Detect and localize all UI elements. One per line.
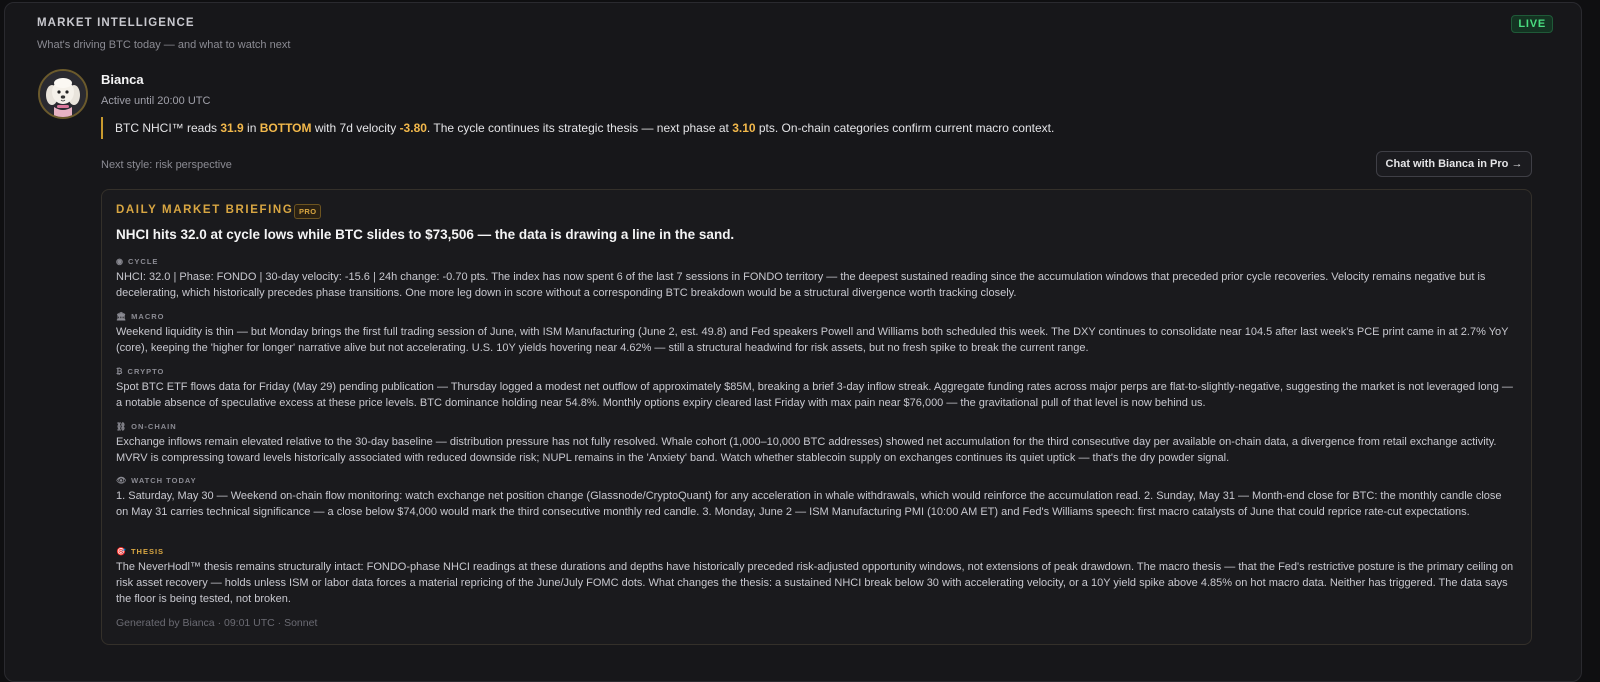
market-intelligence-panel (4, 2, 1582, 682)
bitcoin-icon: ₿ (116, 367, 124, 376)
section-text-thesis: The NeverHodl™ thesis remains structurally intact: FONDO-phase NHCI readings at these durations and depths have historically preceded risk-adjusted opportunity windows, not extensions of peak drawdown. The macro thesis — that the Fed's restrictive posture is the primary ceiling on risk asset recovery — holds unless ISM or labor data forces a material repricing of the June/July FOMC dots. What changes the thesis: a sustained NHCI break below 30 with accelerating velocity, or a 10Y yield spike above 4.85% on hot macro data. Neither has triggered. The data says the floor is being tested, not broken. (116, 561, 1514, 605)
velocity-value: -3.80 (399, 121, 427, 135)
section-text-macro: Weekend liquidity is thin — but Monday brings the first full trading session of June, with ISM Manufacturing (June 2, est. 49.8) and Fed speakers Powell and Williams both scheduled this week. The DXY continues to consolidate near 104.5 after last week's PCE print came in at 2.7% YoY (core), keeping the 'higher for longer' narrative alive but not accelerating. U.S. 10Y yields hovering near 4.62% — still a structural headwind for risk assets, but no fresh spike to break the current range. (116, 326, 1509, 354)
next-phase-value: 3.10 (732, 121, 756, 135)
bank-icon: 🏛 (116, 312, 128, 321)
nhci-score: 31.9 (220, 121, 244, 135)
agent-name: Bianca (101, 72, 144, 87)
daily-briefing-card (101, 189, 1532, 645)
quote-text: in (243, 121, 260, 135)
briefing-footer: Generated by Bianca · 09:01 UTC · Sonnet (116, 617, 318, 629)
section-label-cycle (116, 257, 158, 266)
briefing-title: DAILY MARKET BRIEFING (116, 204, 294, 216)
chat-with-bianca-button[interactable]: Chat with Bianca in Pro → (1376, 151, 1532, 177)
section-text-cycle: NHCI: 32.0 | Phase: FONDO | 30-day velocity: -15.6 | 24h change: -0.70 pts. The index has now spent 6 of the last 7 sessions in FONDO territory — the deepest sustained reading since the accumulation windows that preceded prior cycle recoveries. Velocity remains negative but is decelerating, which historically precedes phase transitions. One more leg down in score without a corresponding BTC breakdown would be a structural divergence worth tracking closely. (116, 271, 1486, 299)
chain-icon: ⛓ (116, 422, 128, 431)
section-label-text: MACRO (131, 312, 165, 321)
pro-badge: PRO (294, 204, 321, 219)
section-label-macro (116, 312, 165, 321)
quote-text: . The cycle continues its strategic thesis — next phase at (426, 121, 733, 135)
section-label-thesis (116, 547, 164, 556)
live-badge: LIVE (1511, 15, 1553, 33)
agent-quote (101, 117, 1054, 139)
section-text-watch-today: 1. Saturday, May 30 — Weekend on-chain flow monitoring: watch exchange net position change (Glassnode/CryptoQuant) for any acceleration in whale withdrawals, which would reinforce the accumulation read. 2. Sunday, May 31 — Month-end close for BTC: the monthly candle close on May 31 carries technical significance — a close below $74,000 would mark the third consecutive monthly red candle. 3. Monday, June 2 — ISM Manufacturing PMI (10:00 AM ET) and Fed's Williams speech: first macro catalysts of June that could reprice rate-cut expectations. (116, 490, 1502, 518)
avatar (38, 69, 88, 119)
section-label-crypto (116, 367, 164, 376)
next-style-label: Next style: risk perspective (101, 159, 232, 171)
section-label-text: CRYPTO (127, 367, 165, 376)
quote-text: BTC NHCI™ reads (115, 121, 221, 135)
section-text-onchain: Exchange inflows remain elevated relative to the 30-day baseline — distribution pressure has not fully resolved. Whale cohort (1,000–10,000 BTC addresses) showed net accumulation for the third consecutive day per available on-chain data, a divergence from retail exchange activity. MVRV is compressing toward levels historically associated with reduced downside risk; NUPL remains in the 'Anxiety' band. Watch whether stablecoin supply on exchanges continues its quiet uptick — that's the dry powder signal. (116, 436, 1497, 464)
eye-icon: 👁 (116, 476, 128, 485)
panel-title: MARKET INTELLIGENCE (37, 17, 195, 29)
agent-status: Active until 20:00 UTC (101, 95, 211, 107)
section-label-text: WATCH TODAY (131, 476, 197, 485)
section-text-crypto: Spot BTC ETF flows data for Friday (May 29) pending publication — Thursday logged a modest net outflow of approximately $85M, breaking a brief 3-day inflow streak. Aggregate funding rates across major perps are flat-to-slightly-negative, suggesting the market is not leveraged long — a notable absence of speculative excess at these price levels. BTC dominance holding near 54.8%. Monthly options expiry cleared last Friday with max pain near $76,000 — the gravitational pull of that level is now behind us. (116, 381, 1513, 409)
briefing-headline: NHCI hits 32.0 at cycle lows while BTC slides to $73,506 — the data is drawing a line in the sand. (116, 227, 735, 242)
section-label-onchain (116, 422, 177, 431)
section-label-watch-today (116, 476, 197, 485)
section-label-text: THESIS (130, 547, 165, 556)
quote-text: pts. On-chain categories confirm current macro context. (755, 121, 1055, 135)
panel-subtitle: What's driving BTC today — and what to watch next (37, 39, 291, 51)
cycle-icon: ◉ (116, 257, 124, 266)
section-label-text: ON-CHAIN (131, 422, 177, 431)
target-icon: 🎯 (116, 547, 127, 556)
section-label-text: CYCLE (127, 257, 159, 266)
phase-value: BOTTOM (259, 121, 312, 135)
quote-text: with 7d velocity (311, 121, 400, 135)
dog-avatar-icon (40, 71, 86, 117)
